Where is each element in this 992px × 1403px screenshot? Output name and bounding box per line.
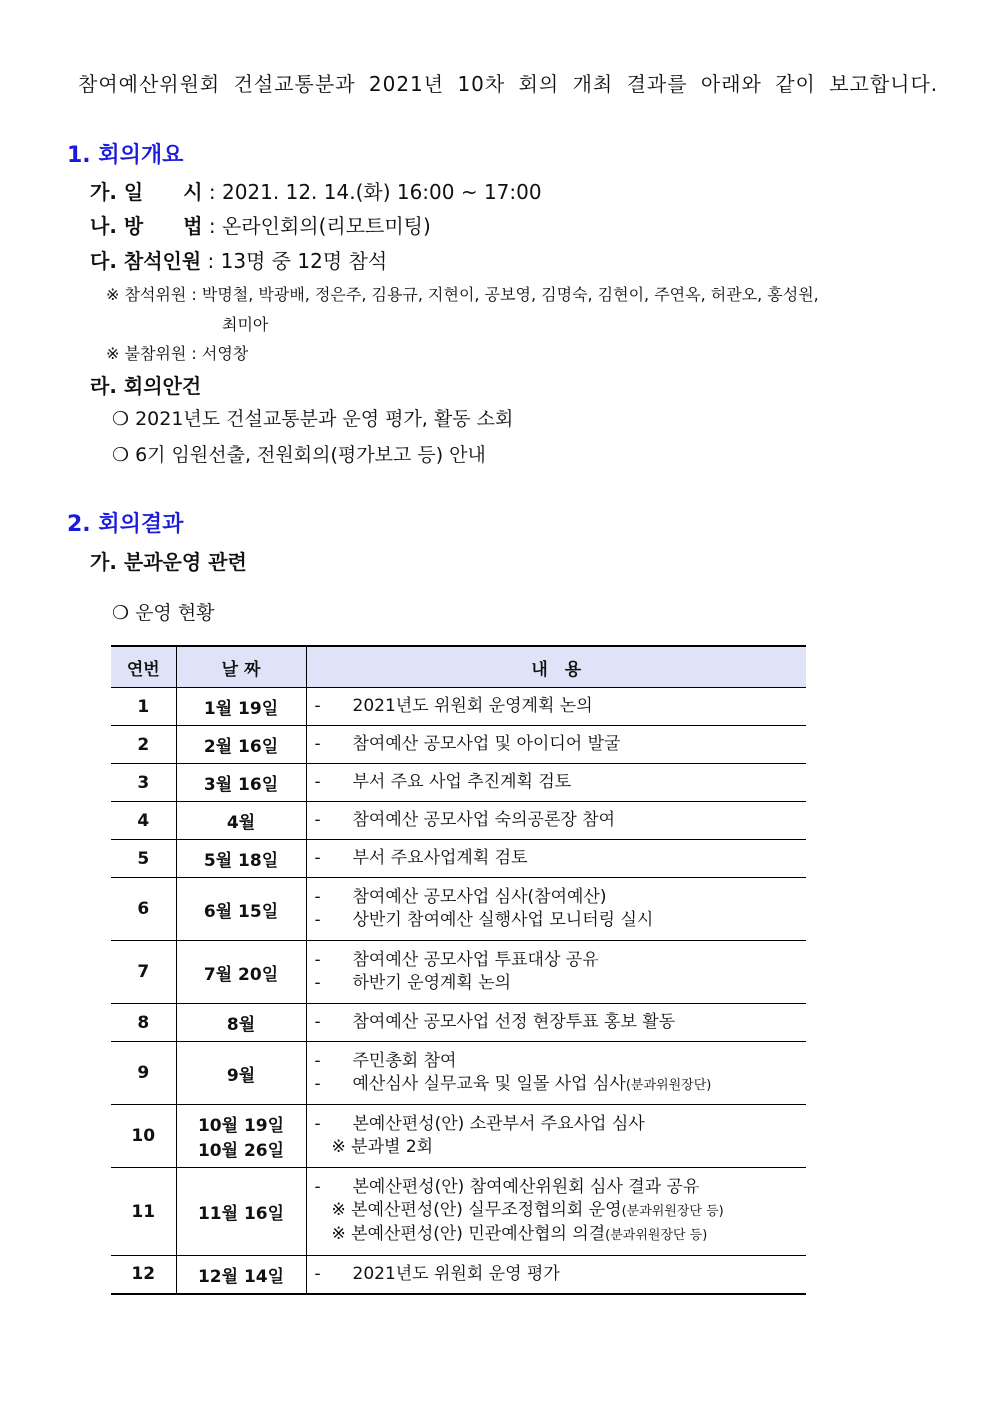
subsection-heading: 가. 분과운영 관련 — [90, 550, 247, 574]
row-content — [306, 726, 806, 764]
dash: - — [314, 1263, 321, 1284]
dash: - — [314, 910, 321, 930]
row-number: 9 — [111, 1042, 176, 1105]
date-line: 8월 — [226, 1015, 256, 1035]
content-text: 참여예산 공모사업 심사(참여예산) — [352, 887, 607, 907]
date-line: 10월 26일 — [197, 1141, 285, 1161]
content-line — [315, 695, 799, 718]
row-number: 8 — [111, 1004, 176, 1042]
content-text: ※ 본예산편성(안) 민관예산협의 의결 — [314, 1224, 606, 1244]
table-row — [111, 1042, 806, 1105]
row-date — [176, 726, 306, 764]
dash: - — [314, 734, 321, 754]
row-number: 7 — [111, 941, 176, 1004]
row-date — [176, 1004, 306, 1042]
row-number: 5 — [111, 840, 176, 878]
date-line: 7월 20일 — [203, 964, 279, 985]
content-text: 참여예산 공모사업 및 아이디어 발굴 — [352, 734, 621, 754]
content-text: 2021년도 위원회 운영계획 논의 — [352, 696, 593, 716]
content-line — [315, 909, 799, 932]
attendance: 다. 참석인원 : 13명 중 12명 참석 — [90, 249, 388, 273]
content-text: 예산심사 실무교육 및 일몰 사업 심사 — [352, 1073, 626, 1094]
section-2-title: 2. 회의결과 — [67, 512, 184, 537]
table-row — [111, 941, 806, 1004]
dash: - — [314, 1012, 321, 1032]
content-line — [315, 1136, 799, 1159]
date-line: 1월 19일 — [203, 699, 279, 719]
content-line — [315, 949, 799, 972]
content-line — [315, 1050, 799, 1073]
row-number: 4 — [111, 802, 176, 840]
row-number: 1 — [111, 688, 176, 726]
table-row — [111, 1105, 806, 1168]
row-number: 2 — [111, 726, 176, 764]
table-row — [111, 878, 806, 941]
content-text: 상반기 참여예산 실행사업 모니터링 실시 — [352, 910, 654, 930]
header-content: 내 용 — [306, 646, 806, 688]
agenda-heading: 라. 회의안건 — [90, 374, 202, 398]
row-content — [306, 941, 806, 1004]
row-number: 12 — [111, 1256, 176, 1294]
table-row — [111, 1004, 806, 1042]
date-line: 3월 16일 — [203, 775, 279, 795]
content-note: (분과위원장단 등) — [621, 1204, 724, 1219]
content-line — [315, 1199, 799, 1223]
date-line: 12월 14일 — [197, 1266, 285, 1287]
row-date — [176, 1105, 306, 1168]
agenda-item: ❍ 2021년도 건설교통분과 운영 평가, 활동 소회 — [112, 408, 514, 430]
row-date — [176, 802, 306, 840]
dash: - — [314, 696, 321, 716]
row-number: 10 — [111, 1105, 176, 1168]
content-note: (분과위원장단) — [625, 1077, 712, 1093]
content-text: 참여예산 공모사업 투표대상 공유 — [352, 950, 599, 970]
date-line: 9월 — [226, 1065, 256, 1086]
row-date — [176, 1042, 306, 1105]
row-number: 11 — [111, 1168, 176, 1256]
content-text: 본예산편성(안) 소관부서 주요사업 심사 — [352, 1114, 645, 1134]
dash: - — [314, 1050, 321, 1071]
row-content — [306, 1256, 806, 1294]
content-line — [315, 771, 799, 794]
content-text: 부서 주요 사업 추진계획 검토 — [352, 772, 572, 792]
content-text: 주민총회 참여 — [352, 1050, 457, 1071]
present-members: ※ 참석위원 : 박명철, 박광배, 정은주, 김용규, 지현이, 공보영, 김명숙, 김현이, 주연옥, 허관오, 홍성원, — [106, 285, 819, 304]
table-row — [111, 726, 806, 764]
row-content — [306, 878, 806, 941]
content-line — [315, 886, 799, 909]
row-date — [176, 878, 306, 941]
content-line — [315, 1113, 799, 1136]
row-number: 6 — [111, 878, 176, 941]
dash: - — [314, 887, 321, 907]
date-line: 2월 16일 — [203, 737, 279, 757]
content-text: ※ 본예산편성(안) 실무조정협의회 운영 — [314, 1200, 622, 1220]
table-row — [111, 1256, 806, 1294]
date-line: 5월 18일 — [203, 851, 279, 871]
row-date — [176, 764, 306, 802]
row-date — [176, 688, 306, 726]
meeting-date: 가. 일 시 : 2021. 12. 14.(화) 16:00 ~ 17:00 — [90, 180, 542, 204]
content-text: 부서 주요사업계획 검토 — [352, 848, 528, 868]
content-text: 본예산편성(안) 참여예산위원회 심사 결과 공유 — [352, 1177, 700, 1197]
table-row — [111, 802, 806, 840]
row-content — [306, 1168, 806, 1256]
date-line: 6월 15일 — [203, 901, 279, 922]
agenda-item: ❍ 6기 임원선출, 전원회의(평가보고 등) 안내 — [112, 444, 486, 466]
dash: - — [314, 1177, 321, 1197]
content-line — [315, 1223, 799, 1247]
content-line — [315, 1176, 799, 1199]
content-line — [315, 1263, 799, 1286]
content-note: (분과위원장단 등) — [605, 1228, 708, 1243]
dash: - — [314, 772, 321, 792]
dash: - — [314, 810, 321, 830]
content-text: 하반기 운영계획 논의 — [352, 973, 512, 993]
dash: - — [314, 973, 321, 993]
content-line — [315, 733, 799, 756]
table-row — [111, 764, 806, 802]
date-line: 10월 19일 — [197, 1116, 285, 1136]
absent-members: ※ 불참위원 : 서영창 — [106, 344, 249, 363]
row-content — [306, 1105, 806, 1168]
row-date — [176, 1168, 306, 1256]
row-content — [306, 840, 806, 878]
date-line: 4월 — [226, 813, 256, 833]
row-date — [176, 941, 306, 1004]
content-line — [315, 972, 799, 995]
dash: - — [314, 950, 321, 970]
dash: - — [314, 1073, 321, 1094]
content-text: 참여예산 공모사업 선정 현장투표 홍보 활동 — [352, 1012, 676, 1032]
row-content — [306, 688, 806, 726]
operation-status-table — [111, 645, 806, 1295]
row-date — [176, 1256, 306, 1294]
row-content — [306, 764, 806, 802]
table-row — [111, 1168, 806, 1256]
intro-text: 참여예산위원회 건설교통분과 2021년 10차 회의 개최 결과를 아래와 같이 보고합니다. — [78, 72, 939, 96]
dash: - — [314, 1114, 321, 1134]
content-text: ※ 분과별 2회 — [314, 1137, 434, 1157]
row-number: 3 — [111, 764, 176, 802]
row-content — [306, 1004, 806, 1042]
row-date — [176, 840, 306, 878]
row-content — [306, 802, 806, 840]
section-1-title: 1. 회의개요 — [67, 143, 184, 168]
dash: - — [314, 848, 321, 868]
status-bullet: ❍ 운영 현황 — [112, 602, 215, 624]
content-line — [315, 809, 799, 832]
present-members-cont: 최미아 — [222, 315, 269, 334]
header-no: 연번 — [111, 646, 176, 688]
header-date: 날 짜 — [176, 646, 306, 688]
table-row — [111, 840, 806, 878]
date-line: 11월 16일 — [197, 1204, 285, 1224]
content-text: 참여예산 공모사업 숙의공론장 참여 — [352, 810, 616, 830]
content-line — [315, 847, 799, 870]
content-text: 2021년도 위원회 운영 평가 — [352, 1263, 560, 1284]
content-line — [315, 1011, 799, 1034]
row-content — [306, 1042, 806, 1105]
table-row — [111, 688, 806, 726]
content-line — [315, 1073, 799, 1097]
meeting-method: 나. 방 법 : 온라인회의(리모트미팅) — [90, 214, 431, 238]
